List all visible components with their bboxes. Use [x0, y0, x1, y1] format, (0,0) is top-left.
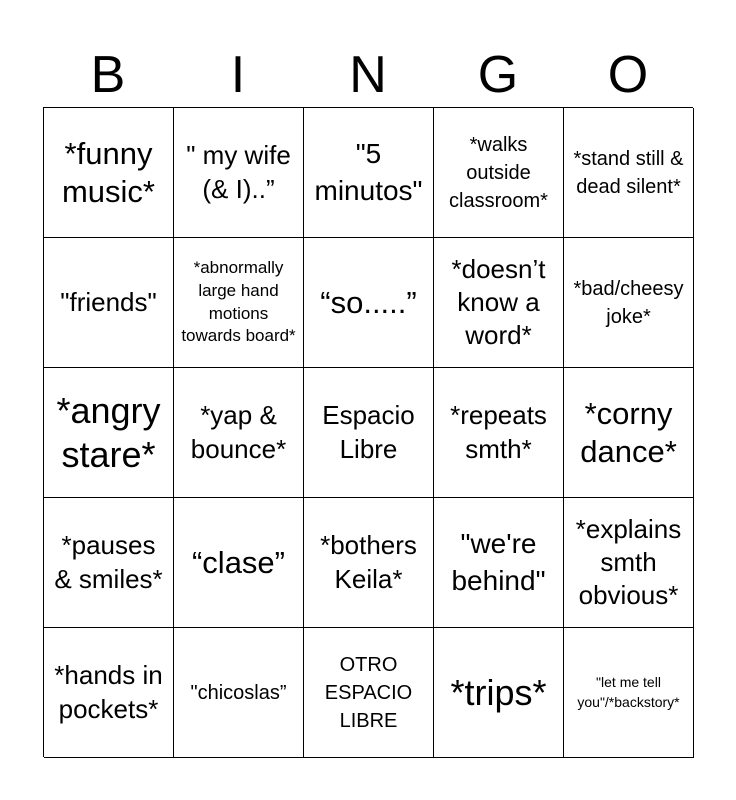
bingo-cell[interactable] — [174, 108, 304, 238]
bingo-cell[interactable] — [564, 238, 694, 368]
bingo-cell[interactable] — [434, 108, 564, 238]
bingo-cell[interactable] — [174, 368, 304, 498]
cell-text: *pauses & smiles* — [54, 530, 163, 594]
bingo-cell[interactable] — [434, 238, 564, 368]
bingo-cell[interactable] — [304, 628, 434, 758]
bingo-cell[interactable] — [174, 238, 304, 368]
cell-text: *funny music* — [61, 136, 155, 209]
bingo-cell[interactable] — [434, 498, 564, 628]
cell-text: Espacio Libre — [322, 400, 415, 464]
cell-text: "chicoslas” — [190, 681, 287, 704]
cell-text: *bad/cheesy joke* — [573, 277, 684, 328]
bingo-cell[interactable] — [434, 368, 564, 498]
cell-text: *stand still & dead silent* — [573, 147, 684, 198]
cell-text: *abnormally large hand motions towards board* — [181, 257, 296, 346]
header-letter-o: O — [607, 46, 649, 104]
bingo-cell[interactable] — [304, 498, 434, 628]
cell-text: *explains smth obvious* — [575, 513, 682, 611]
header-letter-g: G — [477, 46, 519, 104]
cell-text: *doesn’t know a word* — [451, 253, 546, 351]
bingo-cell[interactable] — [304, 368, 434, 498]
bingo-cell[interactable] — [564, 108, 694, 238]
cell-text: *yap & bounce* — [190, 400, 287, 464]
cell-text: *angry stare* — [56, 390, 161, 475]
bingo-cell[interactable] — [44, 108, 174, 238]
cell-text: *corny dance* — [580, 396, 677, 469]
header-letter-i: I — [230, 46, 246, 104]
cell-text: *repeats smth* — [450, 400, 547, 464]
header-letter-b: B — [90, 46, 126, 104]
cell-text: *bothers Keila* — [320, 530, 417, 594]
bingo-cell[interactable] — [304, 108, 434, 238]
cell-text: OTRO ESPACIO LIBRE — [324, 653, 413, 732]
cell-text: “clase” — [191, 544, 285, 580]
bingo-cell[interactable] — [174, 498, 304, 628]
bingo-cell[interactable] — [44, 238, 174, 368]
cell-text: " my wife (& I)..” — [186, 140, 291, 204]
cell-text: "friends" — [60, 286, 157, 317]
bingo-cell[interactable] — [174, 628, 304, 758]
bingo-cell[interactable] — [44, 628, 174, 758]
bingo-cell[interactable] — [434, 628, 564, 758]
cell-text: *walks outside classroom* — [449, 133, 548, 212]
cell-text: "5 minutos" — [314, 138, 423, 206]
cell-text: "we're behind" — [451, 528, 546, 596]
cell-text: *trips* — [450, 671, 547, 713]
cell-text: *hands in pockets* — [54, 660, 163, 724]
bingo-cell[interactable] — [44, 368, 174, 498]
header-letter-n: N — [349, 46, 387, 104]
bingo-board — [43, 107, 693, 757]
bingo-header — [43, 42, 693, 108]
bingo-cell[interactable] — [564, 368, 694, 498]
bingo-cell[interactable] — [564, 498, 694, 628]
cell-text: “so.....” — [320, 284, 417, 320]
cell-text: "let me tell you"/*backstory* — [577, 673, 680, 710]
bingo-cell[interactable] — [44, 498, 174, 628]
bingo-cell[interactable] — [564, 628, 694, 758]
bingo-cell[interactable] — [304, 238, 434, 368]
